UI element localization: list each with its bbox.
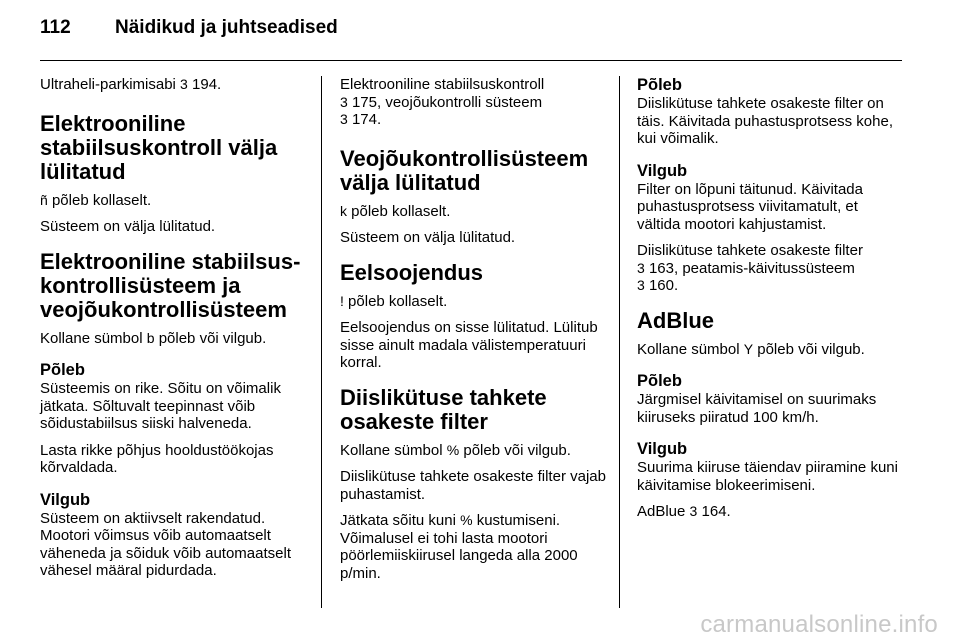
- chapter-title: Näidikud ja juhtseadised: [115, 17, 338, 38]
- heading-esc-off: Elektrooniline stabiilsuskontroll välja lülitatud: [40, 110, 278, 184]
- heading-vilgub-adblue: Vilgub: [637, 440, 688, 458]
- preheat-icon: !: [340, 292, 344, 309]
- heading-poleb-adblue: Põleb: [637, 372, 682, 390]
- page-number: 112: [40, 17, 71, 38]
- poleb-dpf-text: Diislikütuse tahkete osakeste filter on täis. Käivitada puhastusprotsess kohe, kui võimalik.: [637, 95, 893, 147]
- poleb-text-1: Süsteemis on rike. Sõitu on võimalik jätkata. Sõltuvalt teepinnast võib sõidustabiilsus siiski halveneda.: [40, 380, 281, 432]
- column-1: [40, 76, 308, 589]
- heading-dpf: Diislikütuse tahkete osakeste filter: [340, 384, 547, 434]
- esc-off-icon: ñ: [40, 191, 48, 208]
- ref-arrow-icon: 3: [637, 277, 645, 293]
- preheat-text-2: Eelsoojendus on sisse lülitatud. Lülitub sisse ainult madala välistemperatuuri korral.: [340, 319, 598, 371]
- heading-tc-off: Veojõukontrollisüsteem välja lülitatud: [340, 145, 589, 195]
- dpf-ref-paragraph: Diislikütuse tahkete osakeste filter 3 163, peatamis-käivitussüsteem 3 160.: [637, 242, 863, 294]
- poleb-text-2: Lasta rikke põhjus hooldustöökojas kõrvaldada.: [40, 441, 274, 476]
- ref-arrow-icon: 3: [340, 111, 348, 127]
- tc-off-text: k põleb kollaselt.: [340, 202, 451, 220]
- header-rule: [40, 60, 902, 61]
- vilgub-adblue-text: Suurima kiiruse täiendav piiramine kuni käivitamise blokeerimiseni.: [637, 459, 898, 494]
- adblue-ref: AdBlue 3 164.: [637, 503, 731, 520]
- vilgub-text-1: Süsteem on aktiivselt rakendatud. Mootori võimsus võib automaatselt väheneda ja sõiduk võib automaatselt vähesel määral pidurdada.: [40, 509, 292, 579]
- esc-icon: b: [146, 329, 155, 346]
- tc-off-icon: k: [340, 202, 347, 219]
- dpf-text-2: Diislikütuse tahkete osakeste filter vajab puhastamist.: [340, 468, 606, 503]
- adblue-text: Kollane sümbol Y põleb või vilgub.: [637, 340, 865, 358]
- ref-paragraph: Elektrooniline stabiilsuskontroll 3 175, veojõukontrolli süsteem 3 174.: [340, 76, 545, 128]
- adblue-icon: Y: [743, 340, 754, 357]
- vilgub-dpf-text: Filter on lõpuni täitunud. Käivitada puhastusprotsess viivitamatult, et vältida mootori kahjustamist.: [637, 180, 863, 233]
- tc-off-text-2: Süsteem on välja lülitatud.: [340, 229, 516, 246]
- ref-arrow-icon: 3: [340, 93, 348, 110]
- heading-esc-tc: Elektrooniline stabiilsuskontrollisüsteem ja veojõukontrollisüsteem: [40, 248, 301, 322]
- poleb-adblue-text: Järgmisel käivitamisel on suurimaks kiiruseks piiratud 100 km/h.: [637, 391, 877, 426]
- esc-off-text: ñ põleb kollaselt.: [40, 191, 152, 209]
- column-divider-2: [619, 76, 620, 608]
- watermark: carmanualsonline.info: [700, 611, 938, 638]
- preheat-text: ! põleb kollaselt.: [340, 292, 448, 310]
- dpf-icon: %: [446, 441, 460, 458]
- heading-poleb-dpf: Põleb: [637, 76, 682, 94]
- dpf-text-1: Kollane sümbol % põleb või vilgub.: [340, 441, 571, 459]
- esc-off-text-2: Süsteem on välja lülitatud.: [40, 218, 216, 235]
- dpf-text-3: Jätkata sõitu kuni % kustumiseni. Võimalusel ei tohi lasta mootori pöörlemiiskiirusel langeda alla 2000 p/min.: [340, 512, 578, 582]
- heading-vilgub-dpf: Vilgub: [637, 161, 688, 180]
- column-3: [637, 76, 905, 530]
- heading-adblue: AdBlue: [637, 307, 714, 333]
- page-header: [40, 17, 338, 39]
- heading-vilgub: Vilgub: [40, 490, 91, 509]
- heading-preheat: Eelsoojendus: [340, 259, 484, 285]
- dpf-icon: %: [460, 512, 473, 528]
- ref-arrow-icon: 3: [637, 259, 645, 276]
- ref-arrow-icon: 3: [689, 503, 698, 519]
- heading-poleb: Põleb: [40, 361, 85, 379]
- esc-tc-text: Kollane sümbol b põleb või vilgub.: [40, 329, 267, 347]
- intro-paragraph: Ultraheli-parkimisabi 3 194.: [40, 76, 222, 93]
- column-divider-1: [321, 76, 322, 608]
- column-2: [340, 76, 608, 591]
- ref-arrow-icon: 3: [180, 76, 188, 92]
